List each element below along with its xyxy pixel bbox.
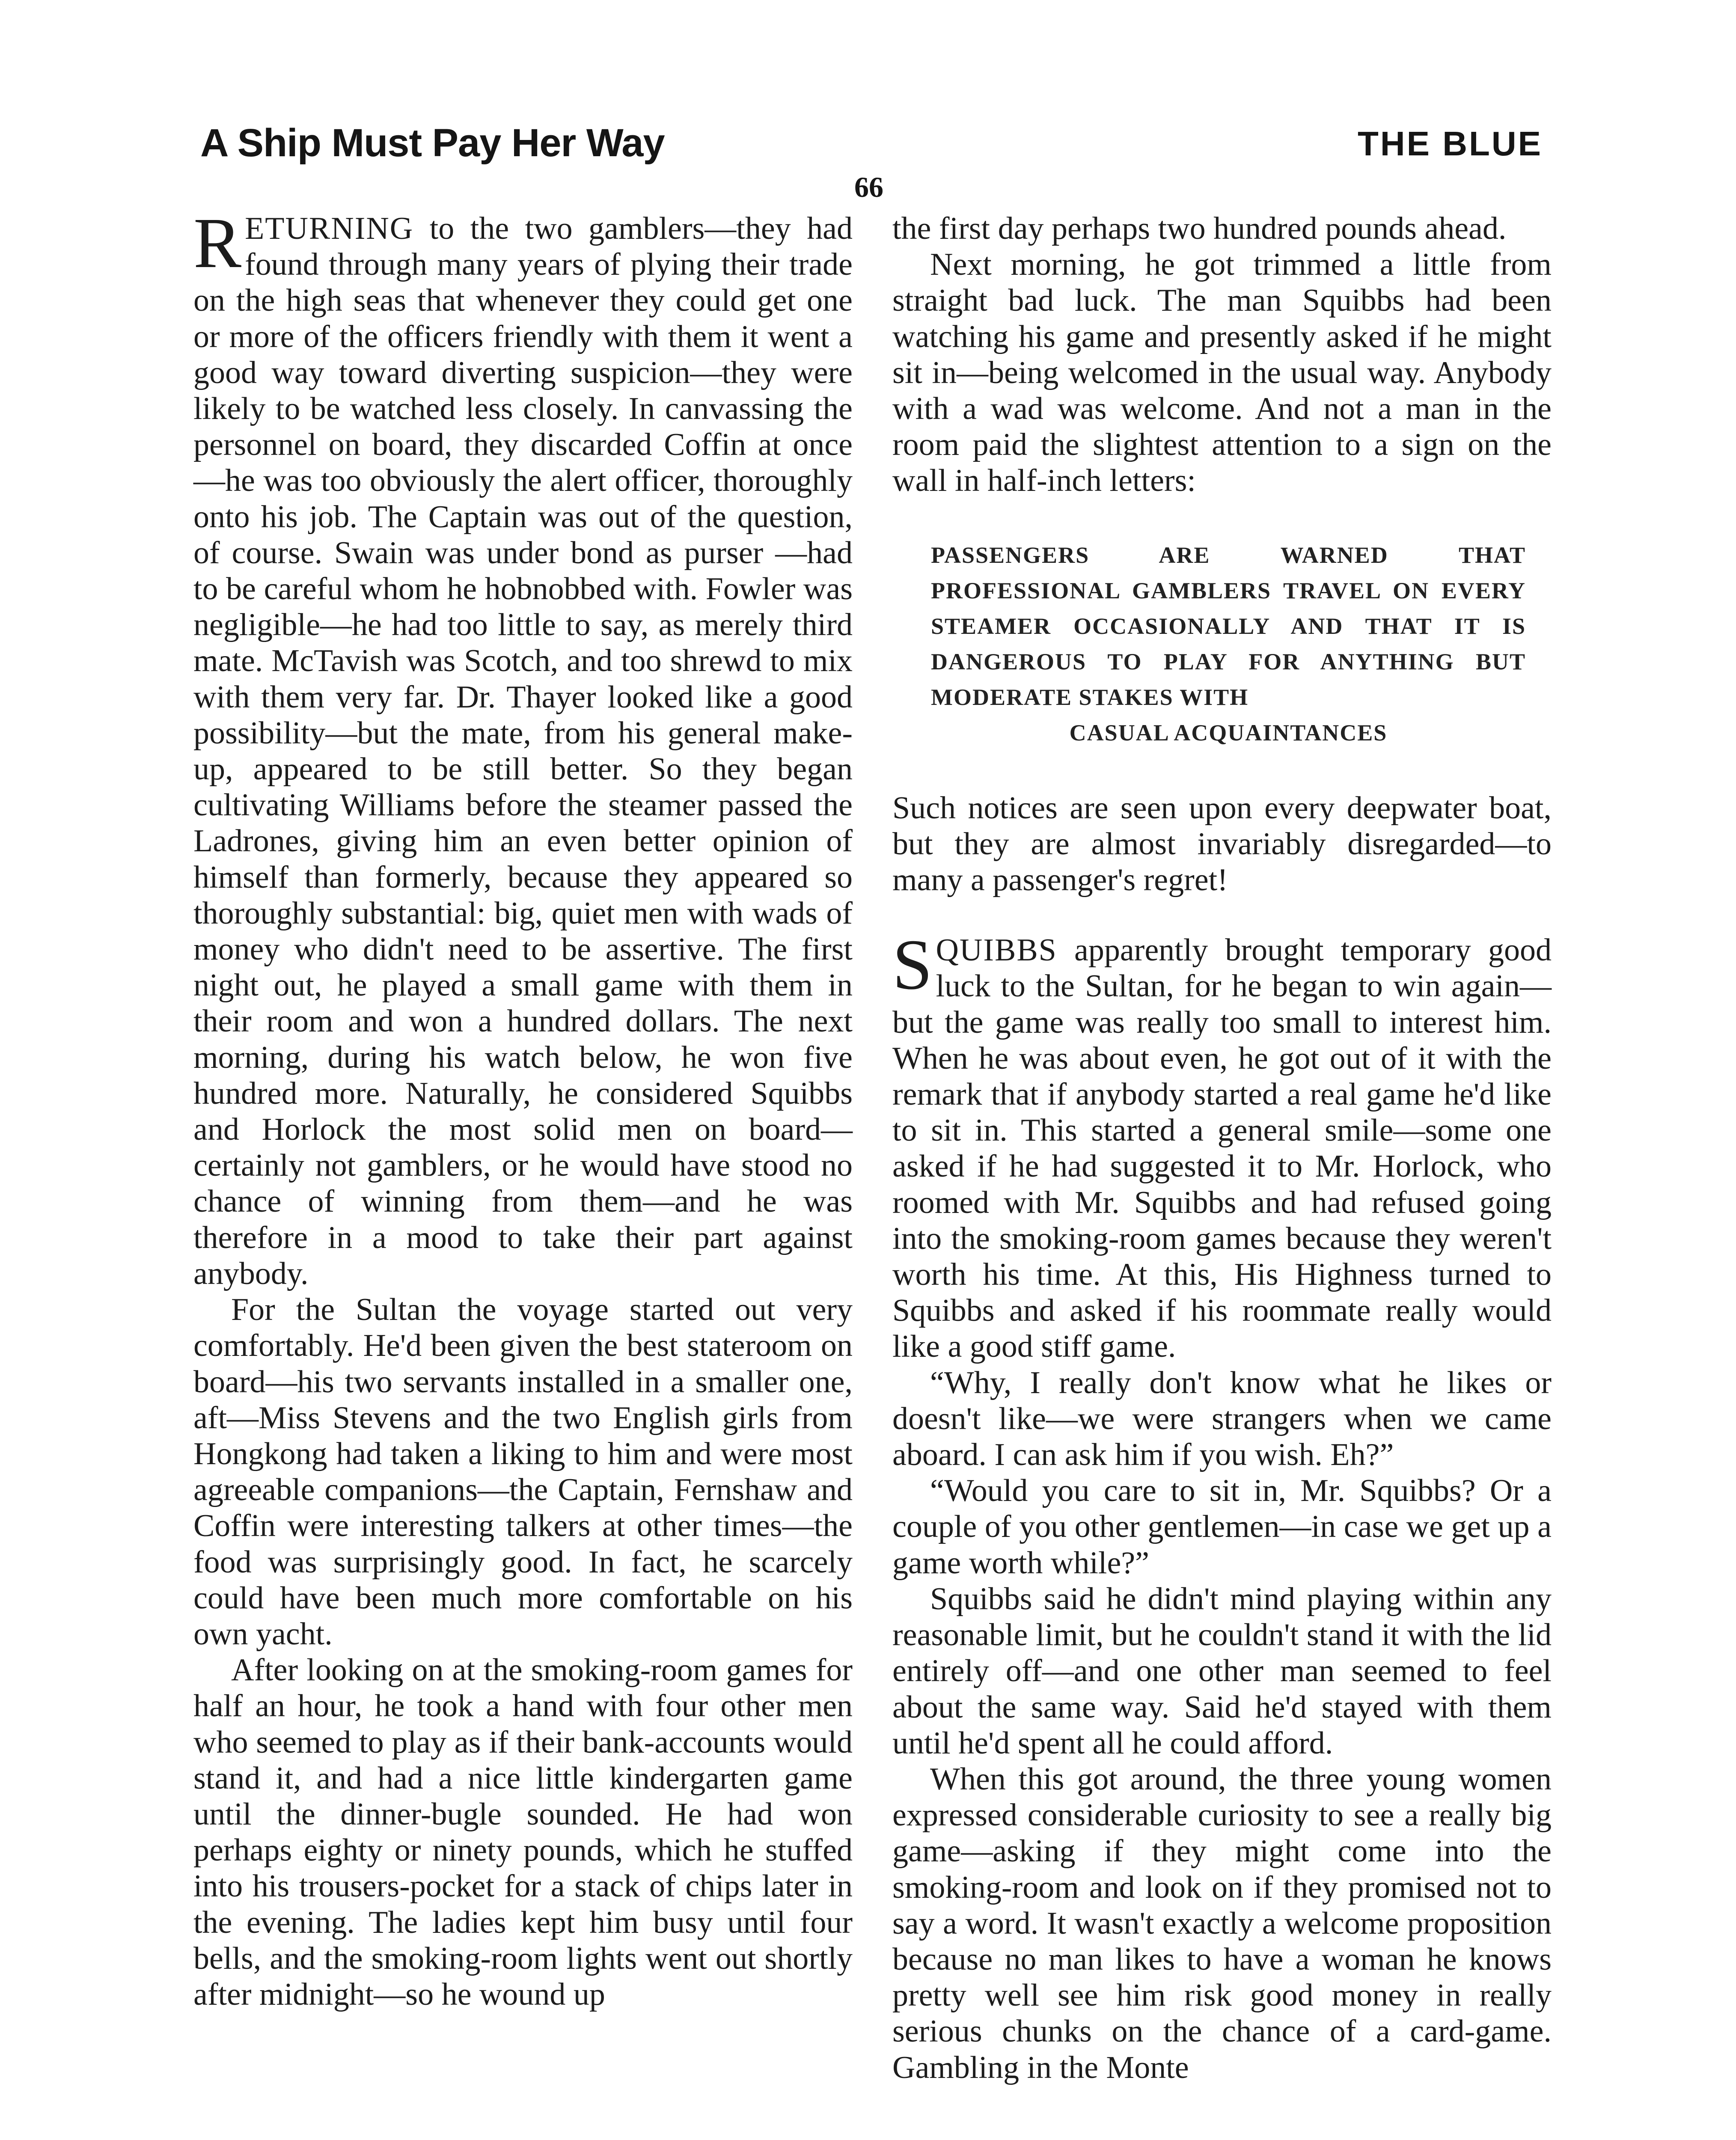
page-number: 66 <box>854 171 883 203</box>
paragraph: the first day perhaps two hundred pounds ahead. <box>892 211 1507 246</box>
paragraph: When this got around, the three young women expressed considerable curiosity to see a really big game—asking if they might come into the smoking-room and look on if they promised not to say a word. It wasn't exactly a welcome proposition because no man likes to have a woman he knows pretty well see him risk good money in really serious chunks on the chance of a card-game. Gambling in the Monte <box>892 1761 1552 2085</box>
opening-smallcaps: ETURNING <box>245 211 414 246</box>
drop-cap: S <box>892 925 933 1005</box>
paragraph: Next morning, he got trimmed a little from straight bad luck. The man Squibbs had been watching his game and presently asked if he might sit in—being welcomed in the usual way. Anybody with a wad was welcome. And not a man in the room paid the slightest attention to a sign on the wall in half-inch letters: <box>892 247 1552 499</box>
warning-notice <box>931 538 1526 751</box>
section-opening-paragraph <box>892 925 1552 1364</box>
paragraph: “Why, I really don't know what he likes or doesn't like—we were strangers when we came aboard. I can ask him if you wish. Eh?” <box>892 1365 1552 1473</box>
notice-text: PASSENGERS ARE WARNED THAT PROFESSIONAL GAMBLERS TRAVEL ON EVERY STEAMER OCCASIONALLY AND THAT IT IS DANGEROUS TO PLAY FOR ANYTHING BUT MODERATE STAKES WITH <box>931 542 1526 710</box>
paragraph: Such notices are seen upon every deepwater boat, but they are almost invariably disregarded—to many a passenger's regret! <box>892 790 1552 898</box>
paragraph: For the Sultan the voyage started out very comfortably. He'd been given the best stateroom on board—his two servants installed in a smaller one, aft—Miss Stevens and the two English girls from Hongkong had taken a liking to him and were most agreeable companions—the Captain, Fernshaw and Coffin were interesting talkers at other times—the food was surprisingly good. In fact, he scarcely could have been much more comfortable on his own yacht. <box>193 1292 853 1652</box>
left-column <box>193 203 853 2012</box>
paragraph: Squibbs said he didn't mind playing within any reasonable limit, but he couldn't stand it with the lid entirely off—and one other man seemed to feel about the same way. Said he'd stayed with them until he'd spent all he could afford. <box>892 1581 1552 1761</box>
magazine-name: THE BLUE <box>1358 125 1543 163</box>
paragraph: After looking on at the smoking-room games for half an hour, he took a hand with four other men who seemed to play as if their bank-accounts would stand it, and had a nice little kindergarten game until the dinner-bugle sounded. He had won perhaps eighty or ninety pounds, which he stuffed into his trousers-pocket for a stack of chips later in the evening. The ladies kept him busy until four bells, and the smoking-room lights went out shortly after midnight—so he wound up <box>193 1653 853 2012</box>
story-title: A Ship Must Pay Her Way <box>200 121 665 165</box>
paragraph-text: to the two gamblers—they had found through many years of plying their trade on the high seas that whenever they could get one or more of the officers friendly with them it went a good way toward diverting suspicion—they were likely to be watched less closely. In canvassing the personnel on board, they discarded Coffin at once—he was too obviously the alert officer, thoroughly onto his job. The Captain was out of the question, of course. Swain was under bond as purser —had to be careful whom he hobnobbed with. Fowler was negligible—he had too little to say, as merely third mate. McTavish was Scotch, and too shrewd to mix with them very far. Dr. Thayer looked like a good possibility—but the mate, from his general make-up, appeared to be still better. So they began cultivating Williams before the steamer passed the Ladrones, giving him an even better opinion of himself than formerly, because they appeared so thoroughly substantial: big, quiet men with wads of money who didn't need to be assertive. The first night out, he played a small game with them in their room and won a hundred dollars. The next morning, during his watch below, he won five hundred more. Naturally, he considered Squibbs and Horlock the most solid men on board—certainly not gamblers, or he would have stood no chance of winning from them—and he was therefore in a mood to take their part against anybody. <box>193 211 853 1291</box>
section-break <box>892 898 1552 932</box>
drop-cap: R <box>193 203 242 283</box>
right-column <box>892 211 1552 2086</box>
opening-paragraph <box>193 203 853 1292</box>
opening-smallcaps: QUIBBS <box>936 933 1057 968</box>
paragraph: “Would you care to sit in, Mr. Squibbs? Or a couple of you other gentlemen—in case we get up a game worth while?” <box>892 1473 1552 1581</box>
notice-last-line: CASUAL ACQUAINTANCES <box>1069 719 1388 746</box>
paragraph-text: apparently brought temporary good luck to the Sultan, for he began to win again—but the game was really too small to interest him. When he was about even, he got out of it with the remark that if anybody started a real game he'd like to sit in. This started a general smile—some one asked if he had suggested it to Mr. Horlock, who roomed with Mr. Squibbs and had refused going into the smoking-room games because they weren't worth his time. At this, His Highness turned to Squibbs and asked if his roommate really would like a good stiff game. <box>892 933 1552 1364</box>
